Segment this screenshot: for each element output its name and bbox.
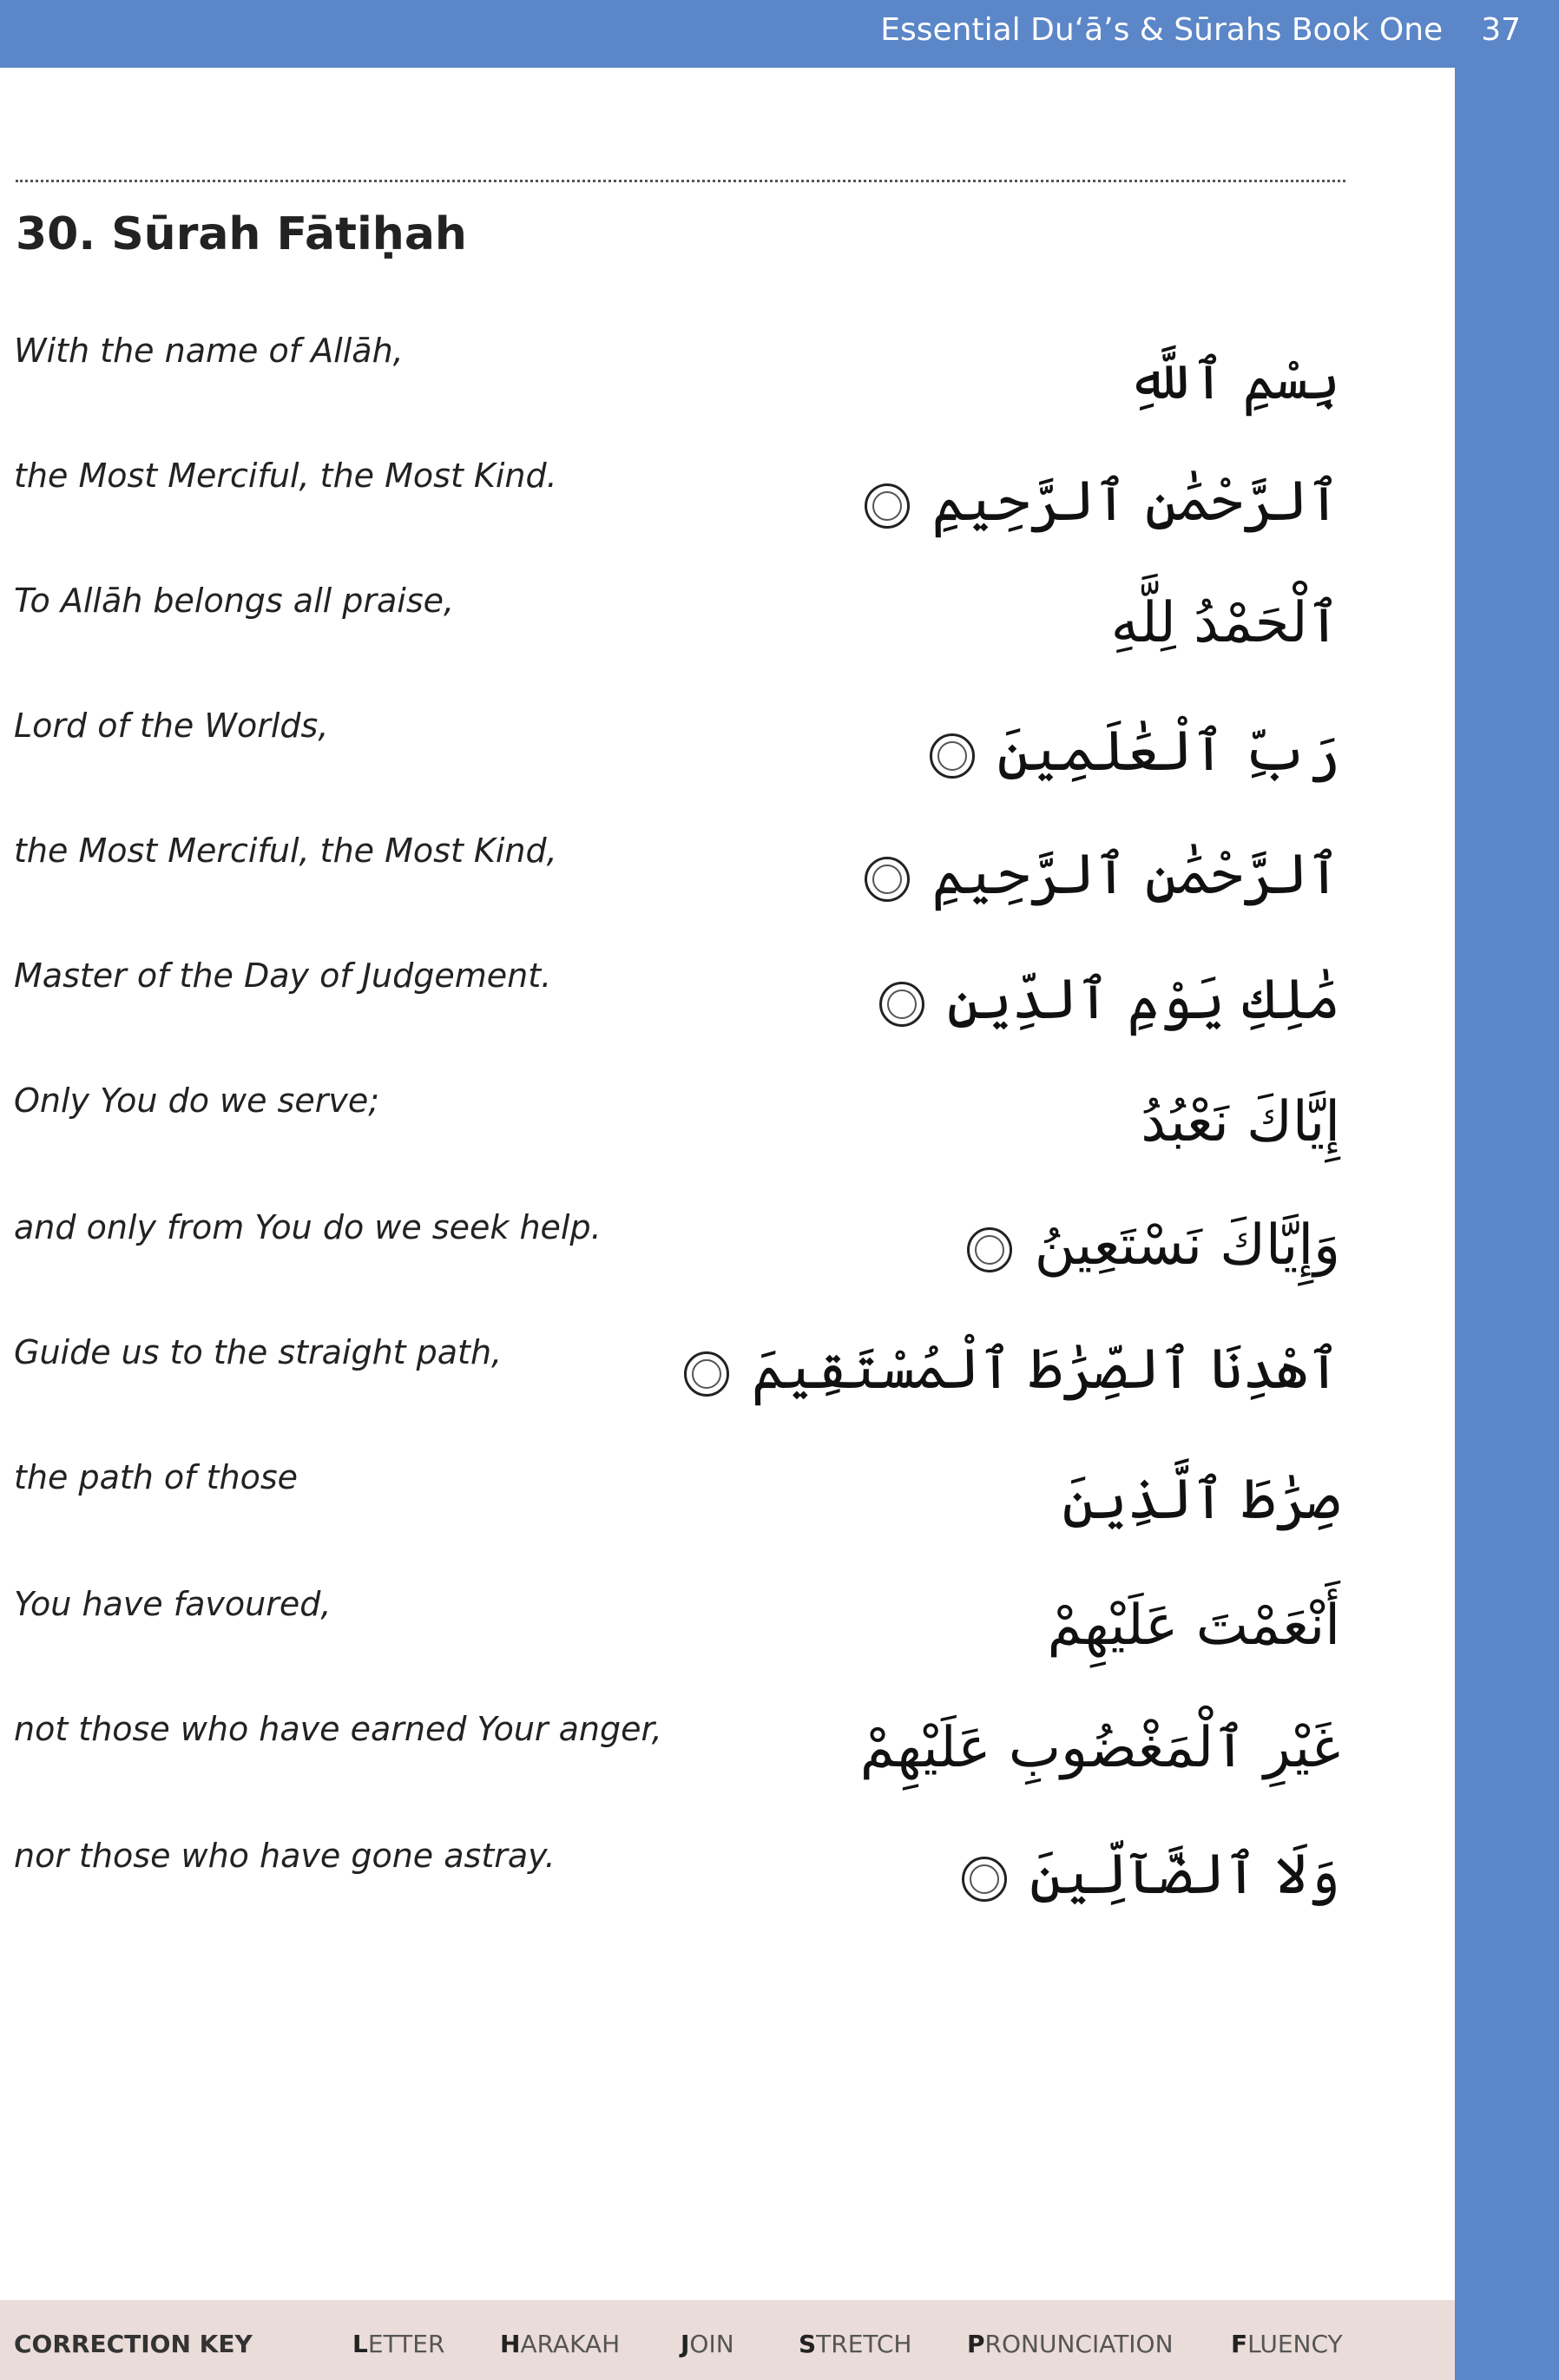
verse-translation: You have favoured, — [14, 1585, 332, 1623]
ayah-end-marker-icon — [967, 1227, 1012, 1272]
verse-arabic: ٱلرَّحْمَٰنِ ٱلرَّحِيمِ — [865, 842, 1340, 907]
verse-arabic: ٱلْحَمْدُ لِلَّهِ — [1110, 591, 1340, 655]
ayah-end-marker-icon — [865, 857, 910, 902]
side-color-band — [1455, 0, 1559, 2380]
ayah-end-marker-icon — [684, 1351, 729, 1397]
verse-translation: Master of the Day of Judgement. — [14, 957, 552, 995]
page-number: 37 — [1481, 12, 1521, 48]
book-title: Essential Du‘ā’s & Sūrahs Book One — [880, 12, 1444, 48]
verse-arabic: وَلَا ٱلضَّآلِّينَ — [962, 1842, 1340, 1907]
ayah-end-marker-icon — [930, 733, 975, 779]
verse-translation: With the name of Allāh, — [14, 332, 404, 370]
verse-arabic: بِسْمِ ٱللَّهِ — [1127, 348, 1340, 412]
verse-translation: the path of those — [14, 1458, 299, 1496]
verse-translation: the Most Merciful, the Most Kind. — [14, 457, 557, 495]
running-header — [880, 12, 1521, 48]
verse-arabic: وَإِيَّاكَ نَسْتَعِينُ — [967, 1213, 1340, 1278]
correction-key-label: CORRECTION KEY — [14, 2330, 253, 2358]
verse-arabic: صِرَٰطَ ٱلَّذِينَ — [1062, 1468, 1340, 1532]
key-item-pronunciation: PRONUNCIATION — [967, 2330, 1174, 2358]
ayah-end-marker-icon — [962, 1857, 1007, 1902]
verse-arabic: أَنْعَمْتَ عَلَيْهِمْ — [1047, 1594, 1340, 1658]
key-item-letter: LETTER — [352, 2330, 445, 2358]
ayah-end-marker-icon — [865, 483, 910, 529]
verse-translation: Guide us to the straight path, — [14, 1333, 503, 1371]
verse-translation: not those who have earned Your anger, — [14, 1710, 662, 1748]
verse-translation: Lord of the Worlds, — [14, 707, 329, 745]
verse-arabic: ٱلرَّحْمَٰنِ ٱلرَّحِيمِ — [865, 469, 1340, 534]
key-item-harakah: HARAKAH — [500, 2330, 621, 2358]
ayah-end-marker-icon — [879, 982, 924, 1027]
verse-translation: To Allāh belongs all praise, — [14, 582, 455, 620]
section-title: 30. Sūrah Fātiḥah — [16, 208, 467, 260]
verse-arabic: ٱهْدِنَا ٱلصِّرَٰطَ ٱلْمُسْتَقِيمَ — [684, 1337, 1340, 1402]
verse-translation: the Most Merciful, the Most Kind, — [14, 832, 557, 870]
verse-translation: and only from You do we seek help. — [14, 1208, 602, 1246]
key-item-join: JOIN — [681, 2330, 734, 2358]
verse-arabic: مَٰلِكِ يَوْمِ ٱلدِّينِ — [879, 967, 1340, 1032]
verse-arabic: رَبِّ ٱلْعَٰلَمِينَ — [930, 719, 1340, 784]
verse-translation: nor those who have gone astray. — [14, 1837, 556, 1875]
dotted-divider — [16, 180, 1345, 182]
key-item-stretch: STRETCH — [799, 2330, 912, 2358]
verse-arabic: غَيْرِ ٱلْمَغْضُوبِ عَلَيْهِمْ — [859, 1716, 1340, 1780]
key-item-fluency: FLUENCY — [1231, 2330, 1343, 2358]
verse-translation: Only You do we serve; — [14, 1082, 380, 1120]
verse-arabic: إِيَّاكَ نَعْبُدُ — [1141, 1090, 1340, 1154]
